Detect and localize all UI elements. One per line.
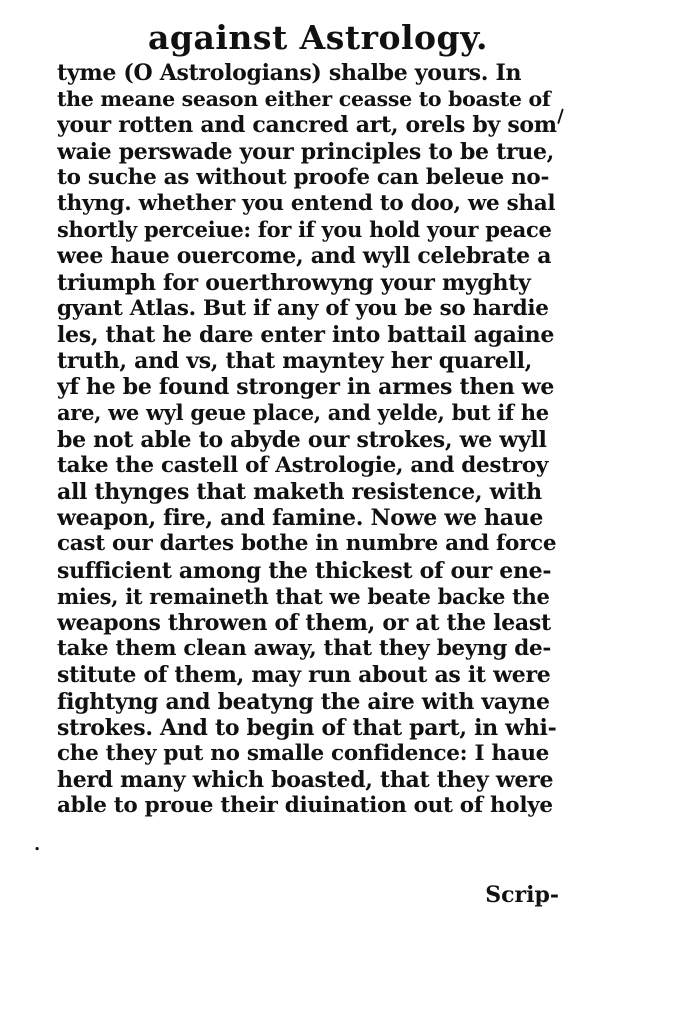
text-line: weapons throwen of them, or at the least xyxy=(57,609,551,636)
text-line: stitute of them, may run about as it were xyxy=(57,662,551,689)
text-line: triumph for ouerthrowyng your myghty xyxy=(57,269,531,296)
text-line: are, we wyl geue place, and yelde, but if he xyxy=(57,400,549,426)
text-line: les, that he dare enter into battail againe xyxy=(57,321,555,348)
text-line: truth, and vs, that mayntey her quarell, xyxy=(57,348,532,375)
text-line: to suche as without proofe can beleue no- xyxy=(57,164,550,190)
text-line: take the castell of Astrologie, and destroy xyxy=(57,452,549,478)
text-line: tyme (O Astrologians) shalbe yours. In xyxy=(57,60,522,86)
margin-mark: . xyxy=(34,834,41,855)
text-line: take them clean away, that they beyng de- xyxy=(57,636,551,662)
text-line: shortly perceiue: for if you hold your peace xyxy=(57,217,552,243)
text-line: mies, it remaineth that we beate backe the xyxy=(57,583,550,609)
body-text xyxy=(57,60,557,819)
text-line: weapon, fire, and famine. Nowe we haue xyxy=(57,505,544,532)
text-line: wee haue ouercome, and wyll celebrate a xyxy=(57,243,552,270)
text-line: waie perswade your principles to be true, xyxy=(57,138,554,165)
catchword: Scrip- xyxy=(485,882,559,908)
text-line: thyng. whether you entend to doo, we shal xyxy=(57,190,556,216)
text-line: able to proue their diuination out of holye xyxy=(57,793,553,819)
text-line: gyant Atlas. But if any of you be so hardie xyxy=(57,295,549,321)
text-line: cast our dartes bothe in numbre and force xyxy=(57,531,557,557)
running-head: against Astrology. xyxy=(148,18,488,57)
text-line: herd many which boasted, that they were xyxy=(57,767,554,794)
text-line: all thynges that maketh resistence, with xyxy=(57,479,542,505)
text-line: yf he be found stronger in armes then we xyxy=(57,374,555,401)
text-line: your rotten and cancred art, orels by som xyxy=(57,112,557,139)
margin-mark: \ xyxy=(551,106,570,127)
text-line: be not able to abyde our strokes, we wyll xyxy=(57,426,547,453)
text-line: che they put no smalle confidence: I haue xyxy=(57,740,550,766)
text-line: sufficient among the thickest of our ene- xyxy=(57,557,552,584)
text-line: the meane season either ceasse to boaste of xyxy=(57,87,551,112)
text-line: strokes. And to begin of that part, in whi- xyxy=(57,714,557,741)
text-line: fightyng and beatyng the aire with vayne xyxy=(57,688,550,715)
